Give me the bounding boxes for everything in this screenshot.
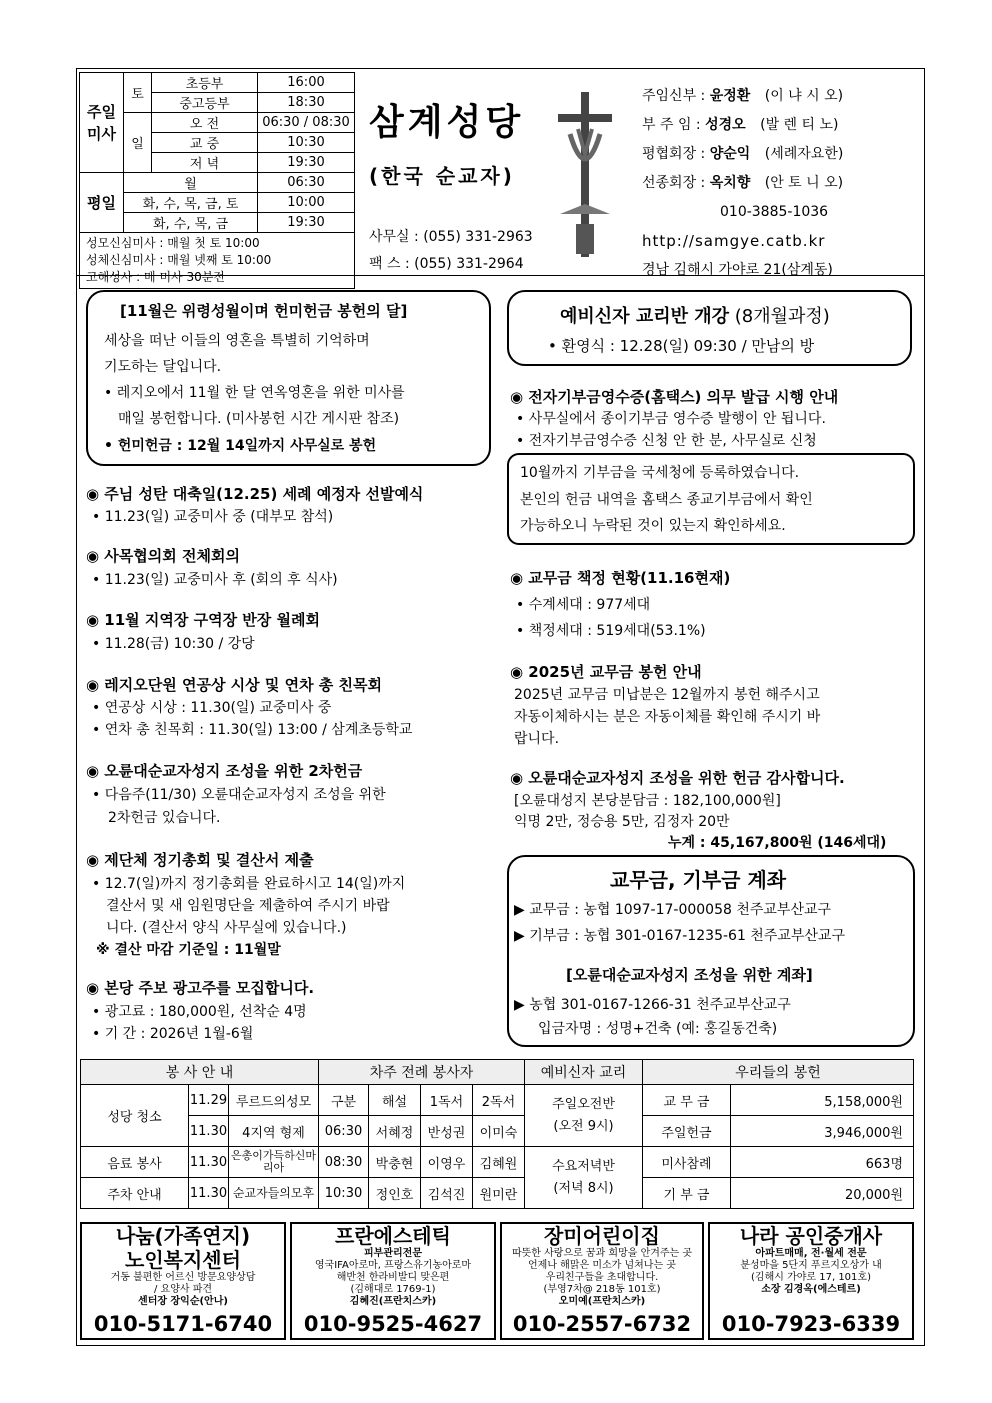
ad-title: 나라 공인중개사 (739, 1224, 883, 1248)
mass-group: 월 (124, 173, 258, 193)
service-cell: 11.30 (189, 1116, 229, 1147)
ad-line: 해반천 한라비발디 맞은편 (336, 1272, 450, 1283)
account-subtitle: [오륜대순교자성지 조성을 위한 계좌] (566, 966, 813, 984)
mass-group: 화, 수, 목, 금, 토 (124, 193, 258, 213)
box-line: • 레지오에서 11월 한 달 연옥영혼을 위한 미사를 (104, 385, 405, 401)
staff-name: 성경오 (705, 117, 746, 133)
section-line: 랍니다. (514, 731, 560, 747)
offering-value: 3,946,000원 (731, 1116, 914, 1147)
box-line: 매일 봉헌합니다. (미사봉헌 시간 게시판 참조) (118, 411, 400, 427)
ad-realtor (708, 1222, 914, 1340)
staff-saint: (세례자요한) (764, 146, 844, 162)
service-cell: 4지역 형제 (229, 1116, 319, 1147)
staff-saint: (이 냐 시 오) (764, 88, 844, 104)
table-header: 봉 사 안 내 (81, 1060, 319, 1085)
staff-row (642, 111, 843, 140)
ad-nursing-center (80, 1222, 286, 1340)
lit-cell: 김석진 (421, 1178, 473, 1209)
fax-number: 팩 스 : (055) 331-2964 (369, 256, 524, 272)
ad-phone: 010-9525-4627 (303, 1312, 483, 1336)
note-line: 성모신심미사 : 매월 첫 토 10:00 (86, 236, 260, 250)
staff-name: 윤정환 (709, 88, 751, 104)
church-subtitle: (한국 순교자) (369, 164, 515, 188)
offering-label: 미사참례 (643, 1147, 731, 1178)
lit-cell: 06:30 (319, 1116, 369, 1147)
offering-value: 5,158,000원 (731, 1085, 914, 1116)
ad-line: 오미예(프란치스카) (558, 1296, 646, 1307)
section-line: 자동이체하시는 분은 자동이체를 확인해 주시기 바 (514, 709, 821, 725)
lit-cell: 이미숙 (473, 1116, 525, 1147)
table-col-header: 1독서 (421, 1085, 473, 1116)
cross-sword-icon (540, 84, 630, 264)
note-line: 성체신심미사 : 매월 넷째 토 10:00 (86, 253, 272, 267)
offering-label: 교 무 금 (643, 1085, 731, 1116)
box-line: 기도하는 달입니다. (104, 359, 222, 375)
table-header: 차주 전례 봉사자 (319, 1060, 525, 1085)
account-line: ▶ 농협 301-0167-1266-31 천주교부산교구 (514, 997, 791, 1013)
lit-cell: 10:30 (319, 1178, 369, 1209)
section-line: • 11.28(금) 10:30 / 강당 (92, 636, 255, 652)
ad-title: 나눔(가족연지) (115, 1224, 251, 1248)
mass-notes (80, 233, 355, 289)
account-line: 입금자명 : 성명+건축 (예: 홍길동건축) (538, 1021, 778, 1037)
service-table (80, 1059, 914, 1209)
ad-line: (김해대로 1769-1) (350, 1284, 436, 1295)
offering-value: 20,000원 (731, 1178, 914, 1209)
catechism-time: (저녁 8시) (553, 1180, 614, 1196)
staff-row (642, 169, 843, 198)
section-line: 2025년 교무금 미납분은 12월까지 봉헌 해주시고 (514, 687, 820, 703)
section-line: • 11.23(일) 교중미사 후 (회의 후 식사) (92, 572, 338, 588)
lit-cell: 박충현 (369, 1147, 421, 1178)
ad-line: 언제나 해맑은 미소가 넘쳐나는 곳 (528, 1260, 676, 1271)
service-cell: 성당 청소 (81, 1085, 189, 1147)
section-heading: ◉ 본당 주보 광고주를 모집합니다. (86, 979, 315, 997)
section-heading: ◉ 전자기부금영수증(홈택스) 의무 발급 시행 안내 (510, 388, 839, 406)
ad-line: 김혜진(프란치스카) (349, 1296, 437, 1307)
ad-aesthetic (290, 1222, 496, 1340)
catechism-class: 주일오전반 (552, 1096, 615, 1112)
staff-role: 주임신부 : (642, 88, 706, 104)
section-line: [오륜대성지 본당분담금 : 182,100,000원] (514, 793, 781, 809)
service-cell: 11.30 (189, 1147, 229, 1178)
service-cell: 11.30 (189, 1178, 229, 1209)
mass-group: 저 녁 (152, 153, 258, 173)
section-line: • 다음주(11/30) 오륜대순교자성지 조성을 위한 (92, 787, 386, 803)
staff-role: 부 주 임 : (642, 117, 701, 133)
mass-group: 초등부 (152, 73, 258, 93)
lit-cell: 원미란 (473, 1178, 525, 1209)
table-header: 우리들의 봉헌 (643, 1060, 914, 1085)
section-heading: ◉ 오륜대순교자성지 조성을 위한 2차헌금 (86, 762, 363, 780)
table-header: 예비신자 교리 (525, 1060, 643, 1085)
ad-title: 노인복지센터 (125, 1248, 241, 1272)
section-heading: ◉ 교무금 책정 현황(11.16현재) (510, 569, 731, 587)
mass-group: 화, 수, 목, 금 (124, 213, 258, 233)
sun-label: 일 (124, 113, 152, 173)
offering-label: 기 부 금 (643, 1178, 731, 1209)
ad-line: 피부관리전문 (364, 1248, 422, 1259)
section-heading: ◉ 오륜대순교자성지 조성을 위한 헌금 감사합니다. (510, 769, 845, 787)
section-line: • 12.7(일)까지 정기총회를 완료하시고 14(일)까지 (92, 876, 406, 892)
lit-cell: 08:30 (319, 1147, 369, 1178)
ad-title: 장미어린이집 (544, 1224, 660, 1248)
staff-row (642, 82, 843, 111)
mass-time: 19:30 (258, 153, 355, 173)
service-cell: 주차 안내 (81, 1178, 189, 1209)
mass-time: 18:30 (258, 93, 355, 113)
mass-time: 16:00 (258, 73, 355, 93)
ad-line: 아파트매매, 전·월세 전문 (755, 1248, 867, 1259)
website-link[interactable]: http://samgye.catb.kr (642, 232, 826, 250)
section-line: 누계 : 45,167,800원 (146세대) (668, 835, 887, 851)
section-line: • 전자기부금영수증 신청 안 한 분, 사무실로 신청 (516, 433, 817, 449)
mass-schedule-table (79, 72, 355, 289)
section-line: • 연공상 시상 : 11.30(일) 교중미사 중 (92, 700, 332, 716)
box-line: 가능하오니 누락된 것이 있는지 확인하세요. (520, 518, 786, 534)
table-col-header: 구분 (319, 1085, 369, 1116)
section-line: 니다. (결산서 양식 사무실에 있습니다.) (106, 920, 347, 936)
lit-cell: 김혜원 (473, 1147, 525, 1178)
section-heading: ◉ 레지오단원 연공상 시상 및 연차 총 친목회 (86, 676, 382, 694)
box-line: • 헌미헌금 : 12월 14일까지 사무실로 봉헌 (104, 438, 377, 454)
staff-role: 평협회장 : (642, 146, 706, 162)
catechism-cell (525, 1085, 643, 1147)
address: 경남 김해시 가야로 21(삼계동) (642, 262, 833, 278)
lit-cell: 정인호 (369, 1178, 421, 1209)
note-line: 고해성사 : 매 미사 30분전 (86, 270, 225, 284)
catechism-time: (오전 9시) (553, 1118, 614, 1134)
section-line: • 광고료 : 180,000원, 선착순 4명 (92, 1004, 307, 1020)
sunday-mass-label: 주일 미사 (80, 73, 124, 173)
ad-phone: 010-7923-6339 (721, 1312, 901, 1336)
ad-phone: 010-5171-6740 (93, 1312, 273, 1336)
section-line: 2차헌금 있습니다. (108, 810, 221, 826)
office-phone: 사무실 : (055) 331-2963 (369, 229, 533, 245)
service-cell: 11.29 (189, 1085, 229, 1116)
staff-name: 양순익 (709, 146, 751, 162)
catechumen-title-main: 예비신자 교리반 개강 (560, 306, 730, 327)
ad-line: 따뜻한 사랑으로 꿈과 희망을 안겨주는 곳 (511, 1248, 693, 1259)
service-cell: 루르드의성모 (229, 1085, 319, 1116)
offering-label: 주일헌금 (643, 1116, 731, 1147)
lit-cell: 서혜정 (369, 1116, 421, 1147)
service-cell: 은총이가득하신마리아 (229, 1147, 319, 1178)
lit-cell: 이영우 (421, 1147, 473, 1178)
mass-group: 오 전 (152, 113, 258, 133)
section-line: • 사무실에서 종이기부금 영수증 발행이 안 됩니다. (516, 411, 826, 427)
table-col-header: 해설 (369, 1085, 421, 1116)
catechism-cell (525, 1147, 643, 1209)
section-heading: ◉ 주님 성탄 대축일(12.25) 세례 예정자 선발예식 (86, 485, 424, 503)
church-title: 삼계성당 (369, 102, 525, 143)
mass-group: 중고등부 (152, 93, 258, 113)
account-line: ▶ 기부금 : 농협 301-0167-1235-61 천주교부산교구 (514, 928, 845, 944)
staff-list (642, 82, 843, 285)
mass-time: 06:30 (258, 173, 355, 193)
section-heading: ◉ 2025년 교무금 봉헌 안내 (510, 663, 702, 681)
section-heading: ◉ 사목협의회 전체회의 (86, 547, 240, 565)
catechism-class: 수요저녁반 (552, 1158, 615, 1174)
ad-line: (부영7차@ 218동 101호) (543, 1284, 661, 1295)
section-line: • 11.23(일) 교중미사 중 (대부모 참석) (92, 509, 334, 525)
staff-role: 선종회장 : (642, 175, 706, 191)
section-line: ※ 결산 마감 기준일 : 11월말 (96, 942, 281, 958)
section-line: 익명 2만, 정승용 5만, 김정자 20만 (514, 814, 730, 830)
catechumen-line: • 환영식 : 12.28(일) 09:30 / 만남의 방 (548, 337, 815, 355)
ad-line: (김해시 가야로 17, 101호) (751, 1272, 871, 1283)
mass-time: 10:00 (258, 193, 355, 213)
lit-cell: 반성권 (421, 1116, 473, 1147)
mass-time: 19:30 (258, 213, 355, 233)
section-line: 결산서 및 새 임원명단을 제출하여 주시기 바랍 (106, 898, 390, 914)
contact-phone: 010-3885-1036 (720, 204, 829, 220)
box-line: 10월까지 기부금을 국세청에 등록하였습니다. (520, 465, 800, 481)
ad-line: 센터장 장익순(안나) (138, 1296, 228, 1307)
section-line: • 수계세대 : 977세대 (516, 597, 651, 613)
section-heading: ◉ 제단체 정기총회 및 결산서 제출 (86, 851, 314, 869)
box-line: 본인의 헌금 내역을 홈택스 종교기부금에서 확인 (520, 492, 813, 508)
sat-label: 토 (124, 73, 152, 113)
mass-group: 교 중 (152, 133, 258, 153)
ad-line: / 요양사 파견 (153, 1284, 213, 1295)
staff-row (642, 140, 843, 169)
weekday-mass-label: 평일 (80, 173, 124, 233)
ad-phone: 010-2557-6732 (512, 1312, 692, 1336)
staff-name: 옥치향 (709, 175, 751, 191)
account-line: ▶ 교무금 : 농협 1097-17-000058 천주교부산교구 (514, 902, 832, 918)
box-title: [11월은 위령성월이며 헌미헌금 봉헌의 달] (120, 302, 408, 320)
offering-value: 663명 (731, 1147, 914, 1178)
section-heading: ◉ 11월 지역장 구역장 반장 월례회 (86, 611, 320, 629)
staff-saint: (발 렌 티 노) (760, 117, 839, 133)
section-line: • 책정세대 : 519세대(53.1%) (516, 623, 706, 639)
header-divider (76, 275, 925, 276)
section-line: • 기 간 : 2026년 1월-6월 (92, 1026, 254, 1042)
ad-kindergarten (500, 1222, 704, 1340)
ad-title: 프란에스테틱 (335, 1224, 451, 1248)
mass-time: 06:30 / 08:30 (258, 113, 355, 133)
table-col-header: 2독서 (473, 1085, 525, 1116)
catechumen-title-sub: (8개월과정) (734, 306, 830, 327)
ad-line: 소장 김경옥(에스테르) (761, 1284, 861, 1295)
ad-line: 분성마을 5단지 푸르지오상가 내 (740, 1260, 882, 1271)
service-cell: 음료 봉사 (81, 1147, 189, 1178)
mass-time: 10:30 (258, 133, 355, 153)
catechumen-title (560, 302, 830, 328)
box-line: 세상을 떠난 이들의 영혼을 특별히 기억하며 (104, 333, 370, 349)
service-cell: 순교자들의모후 (229, 1178, 319, 1209)
staff-saint: (안 토 니 오) (764, 175, 844, 191)
account-title: 교무금, 기부금 계좌 (610, 868, 787, 892)
ad-line: 거동 불편한 어르신 방문요양상담 (110, 1272, 256, 1283)
ad-line: 우리친구들을 초대합니다. (545, 1272, 659, 1283)
ad-line: 영국IFA아로마, 프랑스유기농아로마 (314, 1260, 472, 1271)
section-line: • 연차 총 친목회 : 11.30(일) 13:00 / 삼계초등학교 (92, 722, 413, 738)
